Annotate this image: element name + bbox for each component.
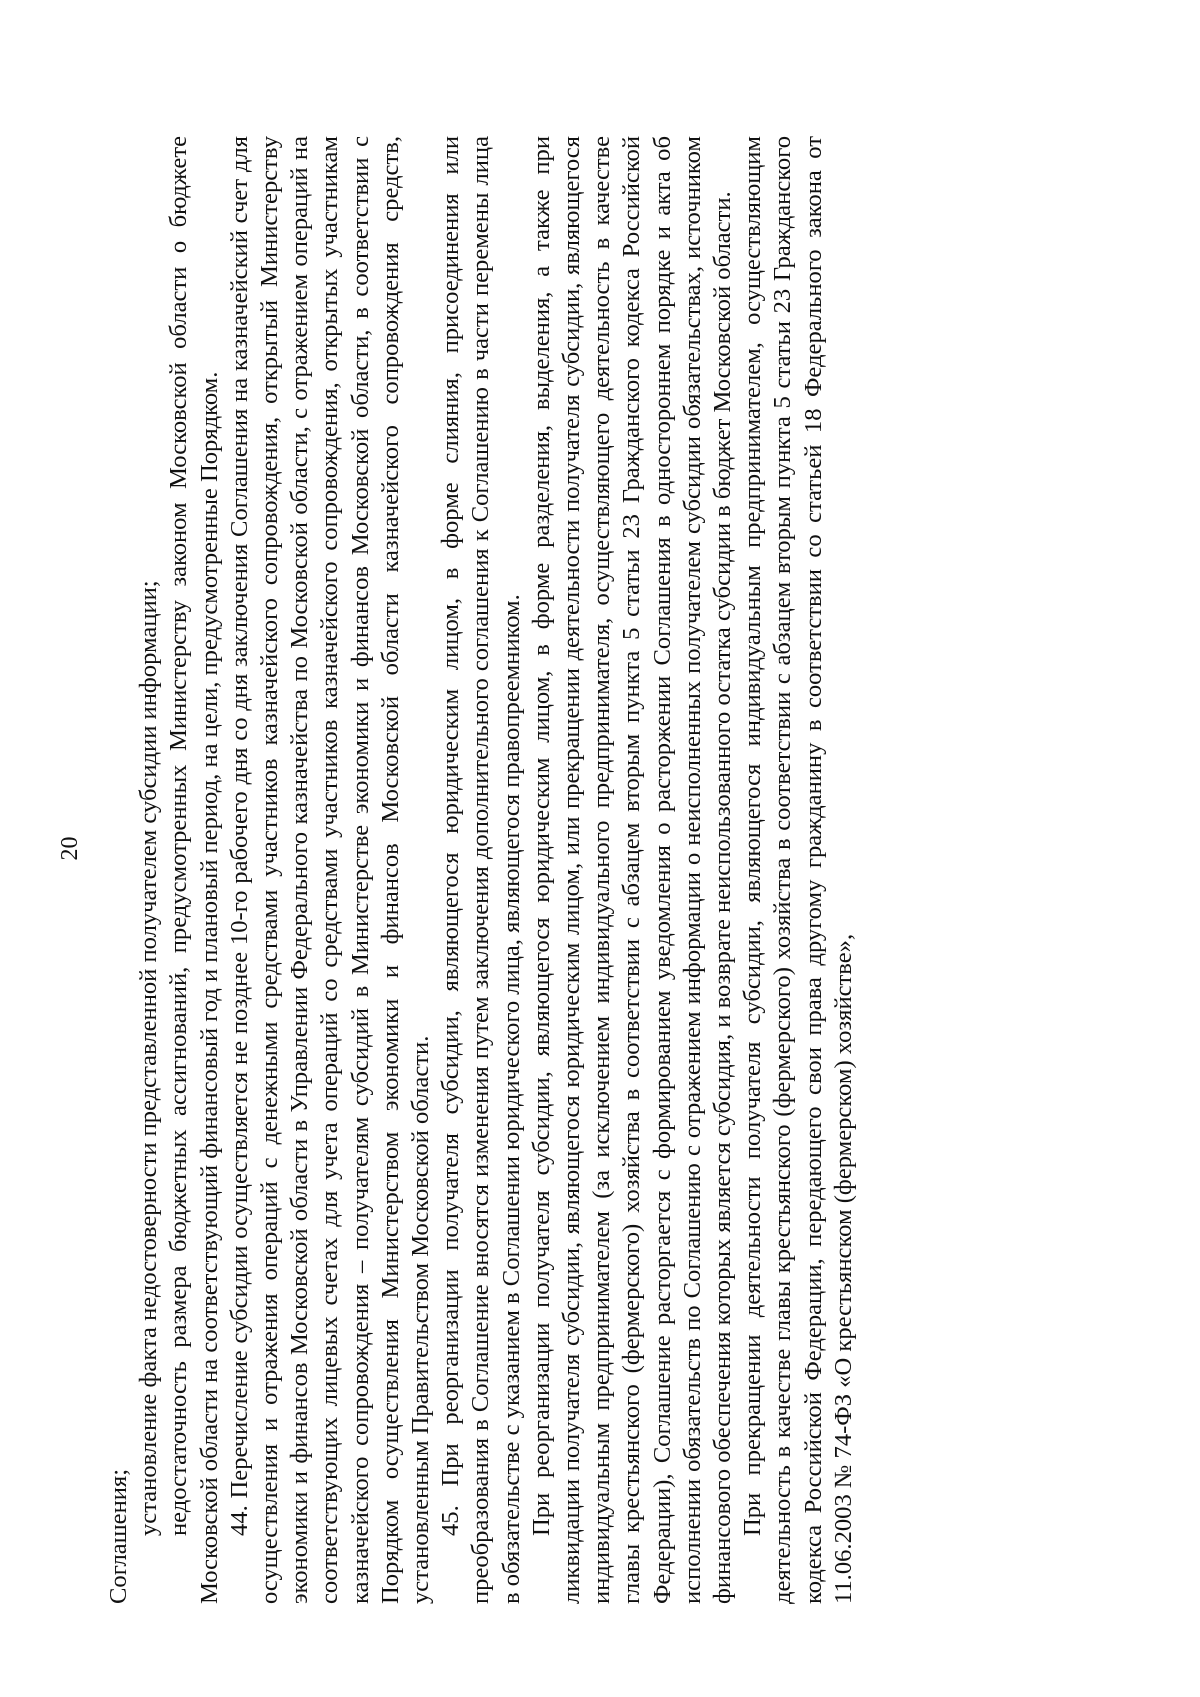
page-number: 20: [57, 836, 83, 861]
paragraph-clause-44: 44. Перечисление субсидии осуществляется не позднее 10-го рабочего дня со дня заключения Соглашения на казначейский счет для осуществления и отражения операций с денежными средствами участников казначейского сопровождения, открытый Министерству экономики и финансов Московской области в Управлении Федерального казначейства по Московской области, с отражением операций на соответствующих лицевых счетах для учета операций со средствами участников казначейского сопровождения, открытых участникам казначейского сопровождения – получателям субсидий в Министерстве экономики и финансов Московской области, в соответствии с Порядком осуществления Министерством экономики и финансов Московской области казначейского сопровождения средств, установленным Правительством Московской области.: [225, 136, 435, 1604]
document-body: [104, 136, 859, 1604]
paragraph-clause-45: 45. При реорганизации получателя субсидии, являющегося юридическим лицом, в форме слияния, присоединения или преобразования в Соглашение вносятся изменения путем заключения дополнительного соглашения к Соглашению в части перемены лица в обязательстве с указанием в Соглашении юридического лица, являющегося правопреемником.: [437, 136, 525, 1604]
paragraph-reorganization: При реорганизации получателя субсидии, являющегося юридическим лицом, в форме разделения, выделения, а также при ликвидации получателя субсидии, являющегося юридическим лицом, или прекращении деятельности получателя субсидии, являющегося индивидуальным предпринимателем (за исключением индивидуального предпринимателя, осуществляющего деятельность в качестве главы крестьянского (фермерского) хозяйства в соответствии с абзацем вторым пункта 5 статьи 23 Гражданского кодекса Российской Федерации), Соглашение расторгается с формированием уведомления о расторжении Соглашения в одностороннем порядке и акта об исполнении обязательств по Соглашению с отражением информации о неисполненных получателем субсидии обязательствах, источником финансового обеспечения которых является субсидия, и возврате неиспользованного остатка субсидии в бюджет Московской области.: [527, 136, 737, 1604]
paragraph-insufficient-budget: недостаточность размера бюджетных ассигнований, предусмотренных Министерству законом Московской области о бюджете Московской области на соответствующий финансовый год и плановый период, на цели, предусмотренные Порядком.: [165, 136, 223, 1604]
paragraph-continuation: Соглашения;: [105, 1468, 132, 1604]
paragraph-termination: При прекращении деятельности получателя субсидии, являющегося индивидуальным предпринимателем, осуществляющим деятельность в качестве главы крестьянского (фермерского) хозяйства в соответствии с абзацем вторым пункта 5 статьи 23 Гражданского кодекса Российской Федерации, передающего свои права другому гражданину в соответствии со статьей 18 Федерального закона от 11.06.2003 № 74-ФЗ «О крестьянском (фермерском) хозяйстве»,: [739, 136, 857, 1604]
paragraph-false-information: установление факта недостоверности представленной получателем субсидии информации;: [135, 580, 163, 1536]
